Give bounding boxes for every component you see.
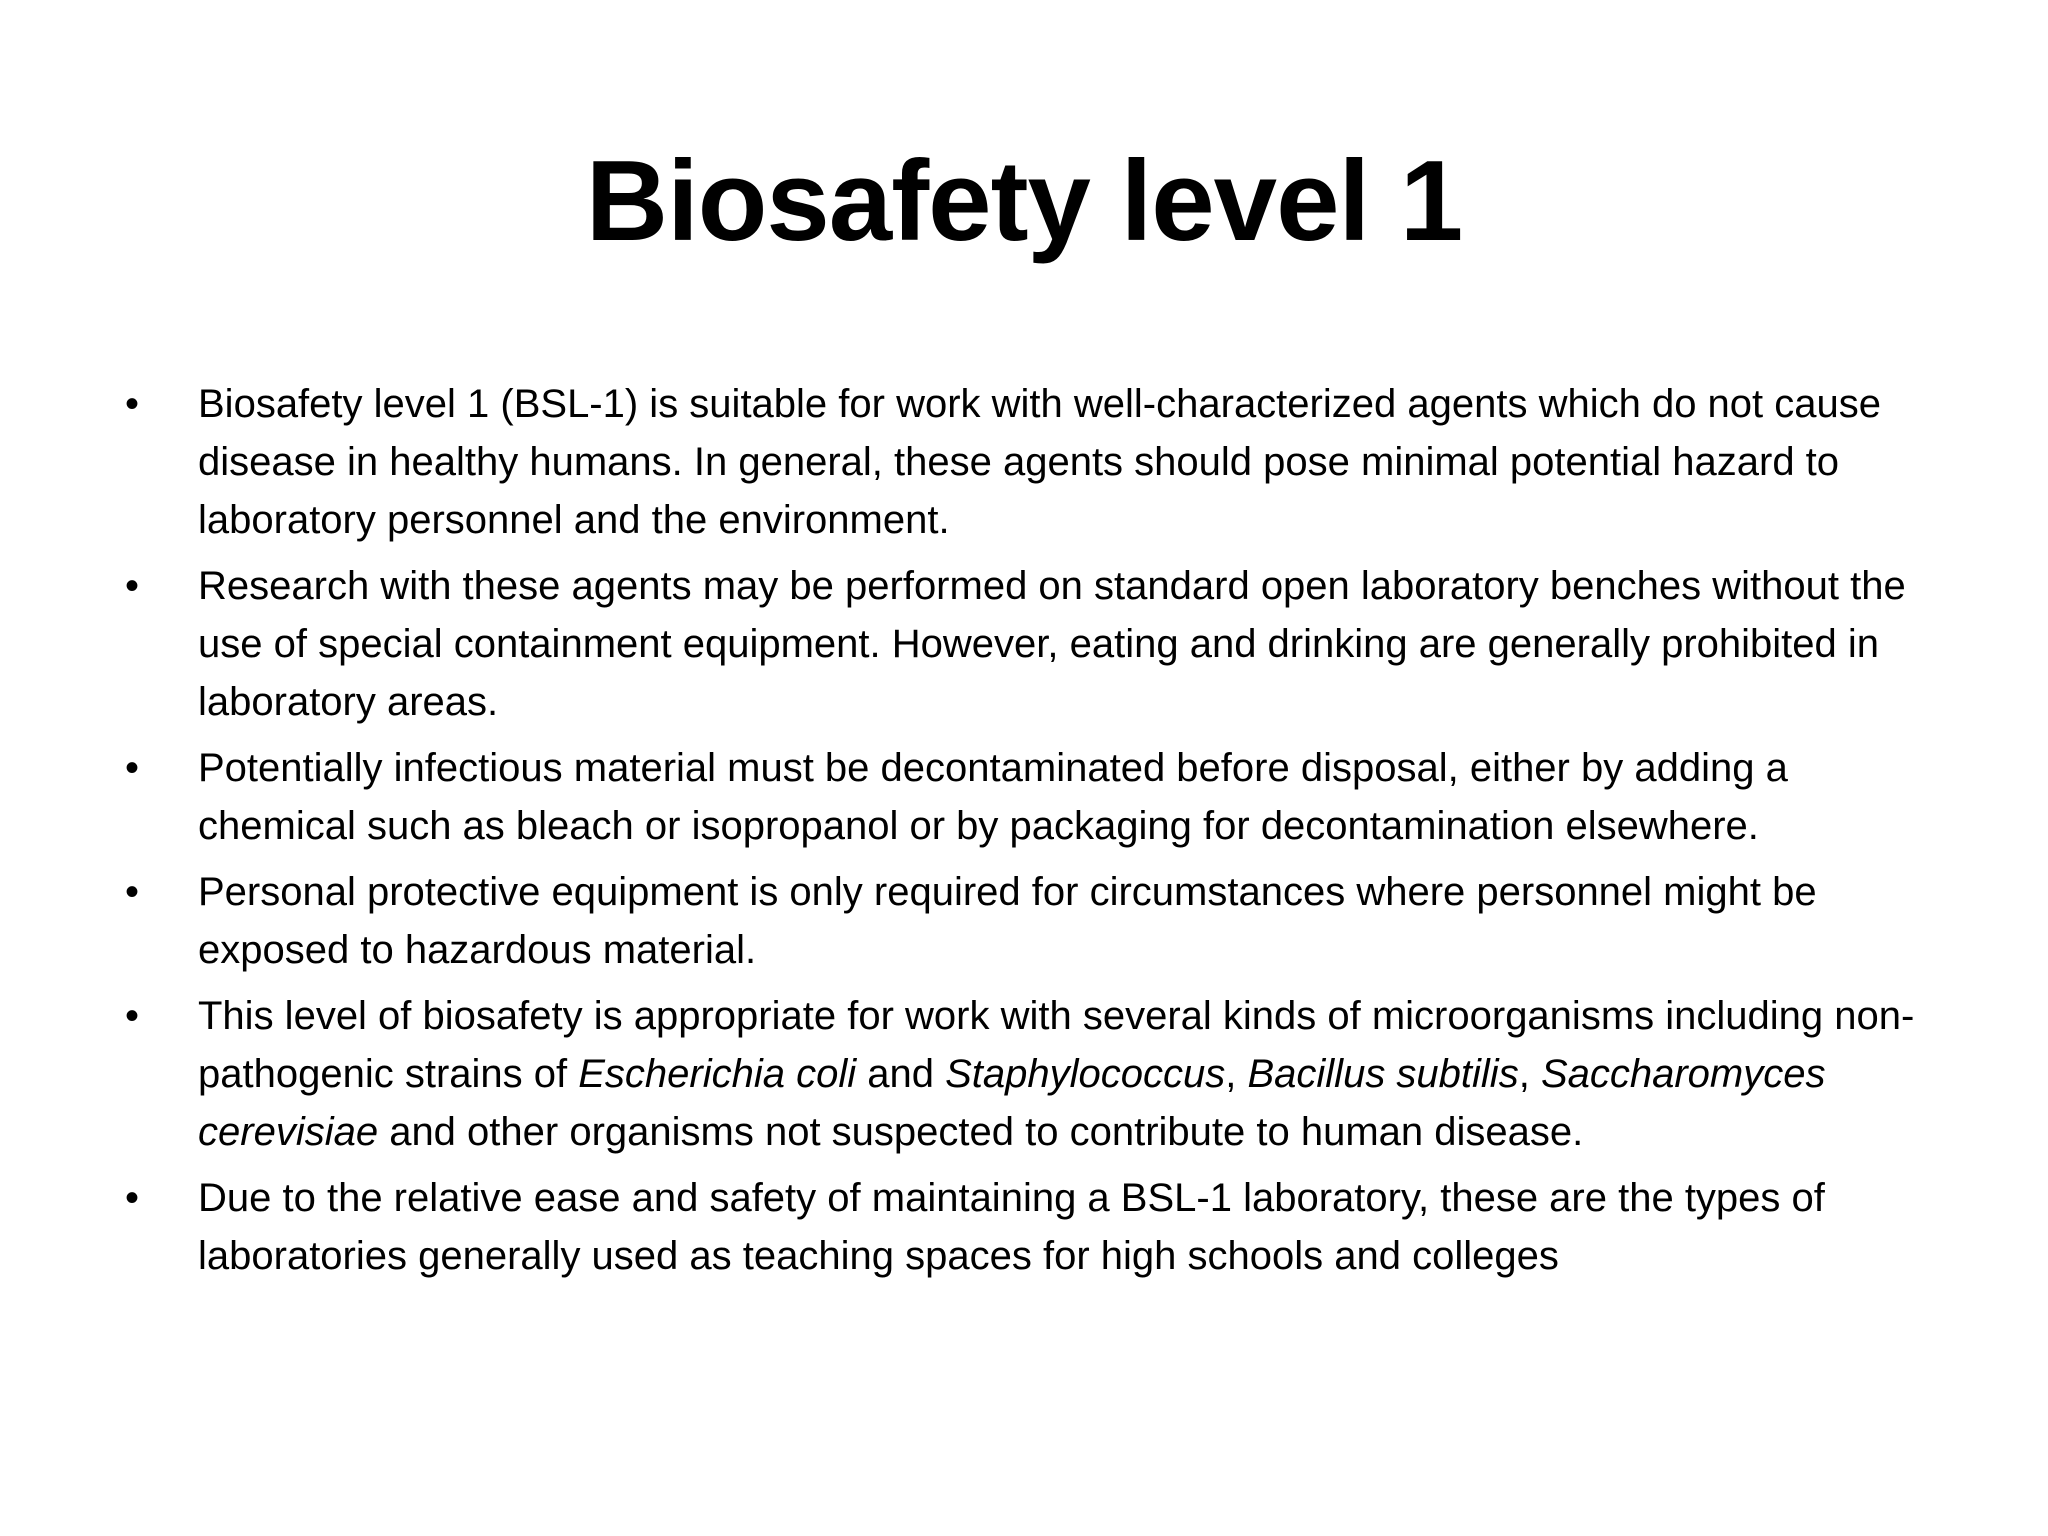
bullet-text-part: , — [1225, 1052, 1248, 1096]
bullet-text: Biosafety level 1 (BSL-1) is suitable for work with well-characterized agents which do not cause disease in healthy humans. In general, these agents should pose minimal potential hazard to laboratory personnel and the environment. — [198, 382, 1882, 542]
bullet-item — [125, 987, 1955, 1161]
species-name: Bacillus subtilis — [1247, 1052, 1519, 1096]
bullet-icon: • — [125, 746, 140, 790]
bullet-text-part: , — [1518, 1052, 1541, 1096]
bullet-text: Due to the relative ease and safety of maintaining a BSL-1 laboratory, these are the types of laboratories generally used as teaching spaces for high schools and colleges — [198, 1176, 1825, 1278]
species-name: Escherichia coli — [578, 1052, 857, 1096]
bullet-text: Personal protective equipment is only required for circumstances where personnel might be exposed to hazardous material. — [198, 870, 1817, 972]
species-name: Staphylococcus — [945, 1052, 1226, 1096]
bullet-text: Research with these agents may be performed on standard open laboratory benches without the use of special containment equipment. However, eating and drinking are generally prohibited in laboratory areas. — [198, 564, 1906, 724]
bullet-icon: • — [125, 994, 140, 1038]
bullet-text — [198, 994, 1914, 1154]
bullet-item — [125, 863, 1955, 979]
bullet-item — [125, 375, 1955, 549]
bullet-text: Potentially infectious material must be decontaminated before disposal, either by adding a chemical such as bleach or isopropanol or by packaging for decontamination elsewhere. — [198, 746, 1788, 848]
bullet-text-part: and — [856, 1052, 946, 1096]
slide-title: Biosafety level 1 — [585, 138, 1463, 265]
bullet-text-part: This level of biosafety is appropriate for work with several kinds of microorganisms including non-pathogenic strains of — [198, 994, 1915, 1096]
bullet-icon: • — [125, 1176, 140, 1220]
bullet-icon: • — [125, 382, 140, 426]
species-name: Saccharomyces cerevisiae — [198, 1052, 1826, 1154]
bullet-item — [125, 1169, 1955, 1285]
bullet-item — [125, 739, 1955, 855]
bullet-item — [125, 557, 1955, 731]
bullet-icon: • — [125, 564, 140, 608]
bullet-text-part: and other organisms not suspected to contribute to human disease. — [378, 1110, 1584, 1154]
bullet-icon: • — [125, 870, 140, 914]
bullet-list — [125, 375, 1955, 1293]
